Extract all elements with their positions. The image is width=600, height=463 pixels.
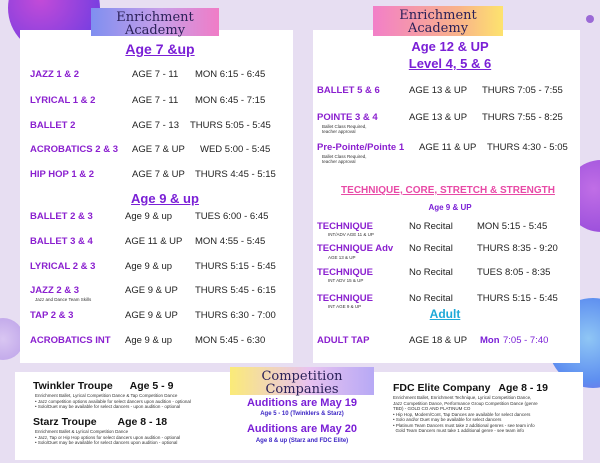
class-row bbox=[30, 310, 290, 322]
fdc-age: Age 8 - 19 bbox=[498, 382, 548, 394]
decor-dot bbox=[586, 15, 594, 23]
class-age: AGE 11 & UP bbox=[419, 142, 477, 153]
class-age: AGE 9 & UP bbox=[125, 310, 178, 321]
auditions-may-19-ages: Age 5 - 10 (Twinklers & Starz) bbox=[260, 411, 344, 417]
class-age: AGE 13 & UP bbox=[409, 85, 468, 96]
class-row bbox=[317, 142, 579, 154]
class-time: MON 6:15 - 6:45 bbox=[195, 69, 266, 80]
class-time: TUES 6:00 - 6:45 bbox=[195, 211, 269, 222]
class-note: INT/ADV AGE 11 & UP bbox=[328, 232, 374, 237]
class-name: LYRICAL 1 & 2 bbox=[30, 95, 96, 106]
class-name: ADULT TAP bbox=[317, 335, 370, 346]
auditions-may-19: Auditions are May 19 bbox=[246, 397, 358, 409]
class-note: Jazz and Dance Team Skills bbox=[35, 297, 92, 302]
section-age-12-up: Age 12 & UP bbox=[411, 39, 489, 54]
starz-desc: Enrichment Ballet & Lyrical Competition Dance • Jazz, Tap or Hip Hop options for select dancers upon audition - optional • Solo/Duet may be available for select dancers upon audition - optional bbox=[35, 429, 181, 445]
section-level-4-5-6: Level 4, 5 & 6 bbox=[408, 56, 492, 71]
starz-name: Starz Troupe bbox=[33, 416, 97, 428]
class-name: TECHNIQUE bbox=[317, 267, 373, 278]
fdc-bullet: Platinum Team Dancers must take 2 additional genres - see team info bbox=[395, 422, 535, 428]
class-age: AGE 7 & UP bbox=[132, 144, 185, 155]
class-time: WED 5:00 - 5:45 bbox=[200, 144, 271, 155]
class-time: THURS 4:30 - 5:05 bbox=[487, 142, 568, 153]
class-age: No Recital bbox=[409, 221, 453, 232]
class-name: Pre-Pointe/Pointe 1 bbox=[317, 142, 405, 153]
twinkler-age: Age 5 - 9 bbox=[129, 380, 174, 392]
right-header-banner bbox=[373, 6, 503, 36]
class-name: JAZZ 1 & 2 bbox=[30, 69, 80, 80]
class-age: No Recital bbox=[409, 293, 453, 304]
class-name: BALLET 5 & 6 bbox=[317, 85, 380, 96]
class-name: POINTE 3 & 4 bbox=[317, 112, 378, 123]
class-time: THURS 5:15 - 5:45 bbox=[477, 293, 558, 304]
twinkler-bullet: Jazz competition options available for select dancers upon audition - optional bbox=[37, 398, 191, 404]
fdc-sub: Enrichment Ballet, Enrichment Technique, Lyrical Competition Dance, bbox=[393, 395, 532, 400]
competition-header-text: Competition Companies bbox=[261, 369, 343, 397]
class-name: TECHNIQUE bbox=[317, 221, 373, 232]
fdc-bullet: Hip Hop, Modern/Cont, Tap Dances are available for select dancers bbox=[395, 411, 531, 417]
class-row bbox=[30, 69, 290, 81]
auditions-may-20-ages: Age 8 & up (Starz and FDC Elite) bbox=[255, 438, 349, 444]
class-row bbox=[317, 112, 579, 124]
class-time: MON 4:55 - 5:45 bbox=[195, 236, 266, 247]
class-age: AGE 9 & UP bbox=[125, 285, 178, 296]
class-time: MON 5:15 - 5:45 bbox=[477, 221, 548, 232]
twinkler-sub: Enrichment Ballet, Lyrical Competition Dance & Tap Competition Dance bbox=[35, 393, 178, 398]
class-name: BALLET 2 & 3 bbox=[30, 211, 93, 222]
class-age: AGE 7 & UP bbox=[132, 169, 185, 180]
class-name: ACROBATICS 2 & 3 bbox=[30, 144, 118, 155]
class-time: THURS 4:45 - 5:15 bbox=[195, 169, 276, 180]
class-row bbox=[317, 335, 579, 347]
class-time: THURS 7:55 - 8:25 bbox=[482, 112, 563, 123]
left-header-text: Enrichment Academy bbox=[116, 10, 194, 38]
left-header-banner bbox=[91, 8, 219, 36]
fdc-bullet: Solo and/or Duet may be available for select dancers bbox=[395, 417, 502, 422]
auditions-may-20: Auditions are May 20 bbox=[246, 423, 358, 435]
class-note: Ballet Class Required, teacher approval bbox=[322, 154, 367, 164]
class-age: AGE 11 & UP bbox=[125, 236, 183, 247]
class-note: INT AGE 9 & UP bbox=[328, 304, 362, 309]
class-name: BALLET 2 bbox=[30, 120, 76, 131]
class-time: TUES 8:05 - 8:35 bbox=[477, 267, 551, 278]
class-name: HIP HOP 1 & 2 bbox=[30, 169, 95, 180]
competition-header-banner bbox=[230, 367, 374, 395]
class-name: TECHNIQUE Adv bbox=[317, 243, 394, 254]
class-note: INT ADV 15 & UP bbox=[328, 278, 364, 283]
class-row bbox=[30, 211, 290, 223]
section-age-9-up: Age 9 & up bbox=[131, 191, 199, 206]
class-note: Ballet Class Required, teacher approval bbox=[322, 124, 367, 134]
class-row bbox=[30, 335, 290, 347]
fdc-sub: TBD) - GOLD CO AND PLATINUM CO bbox=[393, 406, 471, 411]
class-time: THURS 7:05 - 7:55 bbox=[482, 85, 563, 96]
class-name: BALLET 3 & 4 bbox=[30, 236, 93, 247]
class-name: JAZZ 2 & 3 bbox=[30, 285, 80, 296]
class-time: 7:05 - 7:40 bbox=[503, 335, 549, 346]
class-time: THURS 5:05 - 5:45 bbox=[190, 120, 271, 131]
starz-title bbox=[33, 416, 167, 428]
class-row bbox=[30, 236, 290, 248]
class-row bbox=[317, 243, 579, 255]
class-age: AGE 13 & UP bbox=[409, 112, 468, 123]
class-time: MON 5:45 - 6:30 bbox=[195, 335, 266, 346]
class-row bbox=[30, 120, 290, 132]
fdc-bullet: Gold Team Dancers must take 1 additional genre - see team info bbox=[395, 428, 525, 433]
fdc-desc: Enrichment Ballet, Enrichment Technique, Lyrical Competition Dance, Jazz Competition Dance, Performance Group Competition Dance (genre TBD) - GOLD CO AND PLATINUM CO • Hip Hop, Modern/Cont, Tap Dances are available for select dancers • Solo and/or Duet may be available for select dancers • Platinum Team Dancers must take 2 additional genres - see team info Gold Team Dancers must take 1 additional genre - see team info bbox=[393, 395, 538, 433]
starz-bullet: Solo/Duet may be available for select dancers upon audition - optional bbox=[37, 440, 178, 445]
fdc-sub: Jazz Competition Dance, Performance Group Competition Dance (genre bbox=[393, 400, 538, 406]
adult-title: Adult bbox=[429, 307, 461, 321]
class-time: THURS 8:35 - 9:20 bbox=[477, 243, 558, 254]
twinkler-name: Twinkler Troupe bbox=[33, 380, 113, 392]
technique-age: Age 9 & UP bbox=[428, 203, 472, 212]
class-age: Age 9 & up bbox=[125, 335, 173, 346]
class-name: ACROBATICS INT bbox=[30, 335, 111, 346]
starz-age: Age 8 - 18 bbox=[117, 416, 168, 428]
class-day: Mon bbox=[480, 335, 500, 346]
class-time: THURS 5:15 - 5:45 bbox=[195, 261, 276, 272]
twinkler-desc: Enrichment Ballet, Lyrical Competition Dance & Tap Competition Dance • Jazz competition options available for select dancers upon audition - optional • Solo/Duet may be available for select dancers - upon audition - optional bbox=[35, 393, 191, 409]
class-row bbox=[30, 285, 290, 297]
class-row bbox=[30, 95, 290, 107]
class-time: THURS 5:45 - 6:15 bbox=[195, 285, 276, 296]
class-age: AGE 18 & UP bbox=[409, 335, 468, 346]
twinkler-title bbox=[33, 380, 173, 392]
class-name: LYRICAL 2 & 3 bbox=[30, 261, 96, 272]
class-name: TAP 2 & 3 bbox=[30, 310, 74, 321]
class-age: Age 9 & up bbox=[125, 211, 173, 222]
class-age: No Recital bbox=[409, 243, 453, 254]
section-age-7-up: Age 7 &up bbox=[125, 41, 195, 57]
class-time: THURS 6:30 - 7:00 bbox=[195, 310, 276, 321]
class-name: TECHNIQUE bbox=[317, 293, 373, 304]
technique-title: TECHNIQUE, CORE, STRETCH & STRENGTH bbox=[341, 185, 555, 196]
class-row bbox=[30, 169, 290, 181]
class-row bbox=[30, 144, 290, 156]
class-age: AGE 7 - 11 bbox=[132, 95, 179, 106]
class-age: AGE 7 - 13 bbox=[132, 120, 179, 131]
class-age: Age 9 & up bbox=[125, 261, 173, 272]
class-row bbox=[317, 85, 579, 97]
class-row bbox=[30, 261, 290, 273]
starz-bullet: Jazz, Tap or Hip Hop options for select dancers upon audition - optional bbox=[37, 434, 181, 440]
fdc-title bbox=[393, 382, 548, 394]
right-header-text: Enrichment Academy bbox=[399, 8, 477, 36]
class-age: No Recital bbox=[409, 267, 453, 278]
class-note: AGE 13 & UP bbox=[328, 255, 356, 260]
twinkler-bullet: Solo/Duet may be available for select dancers - upon audition - optional bbox=[37, 404, 181, 409]
class-time: MON 6:45 - 7:15 bbox=[195, 95, 266, 106]
class-age: AGE 7 - 11 bbox=[132, 69, 179, 80]
starz-sub: Enrichment Ballet & Lyrical Competition Dance bbox=[35, 429, 129, 434]
fdc-name: FDC Elite Company bbox=[393, 382, 491, 394]
